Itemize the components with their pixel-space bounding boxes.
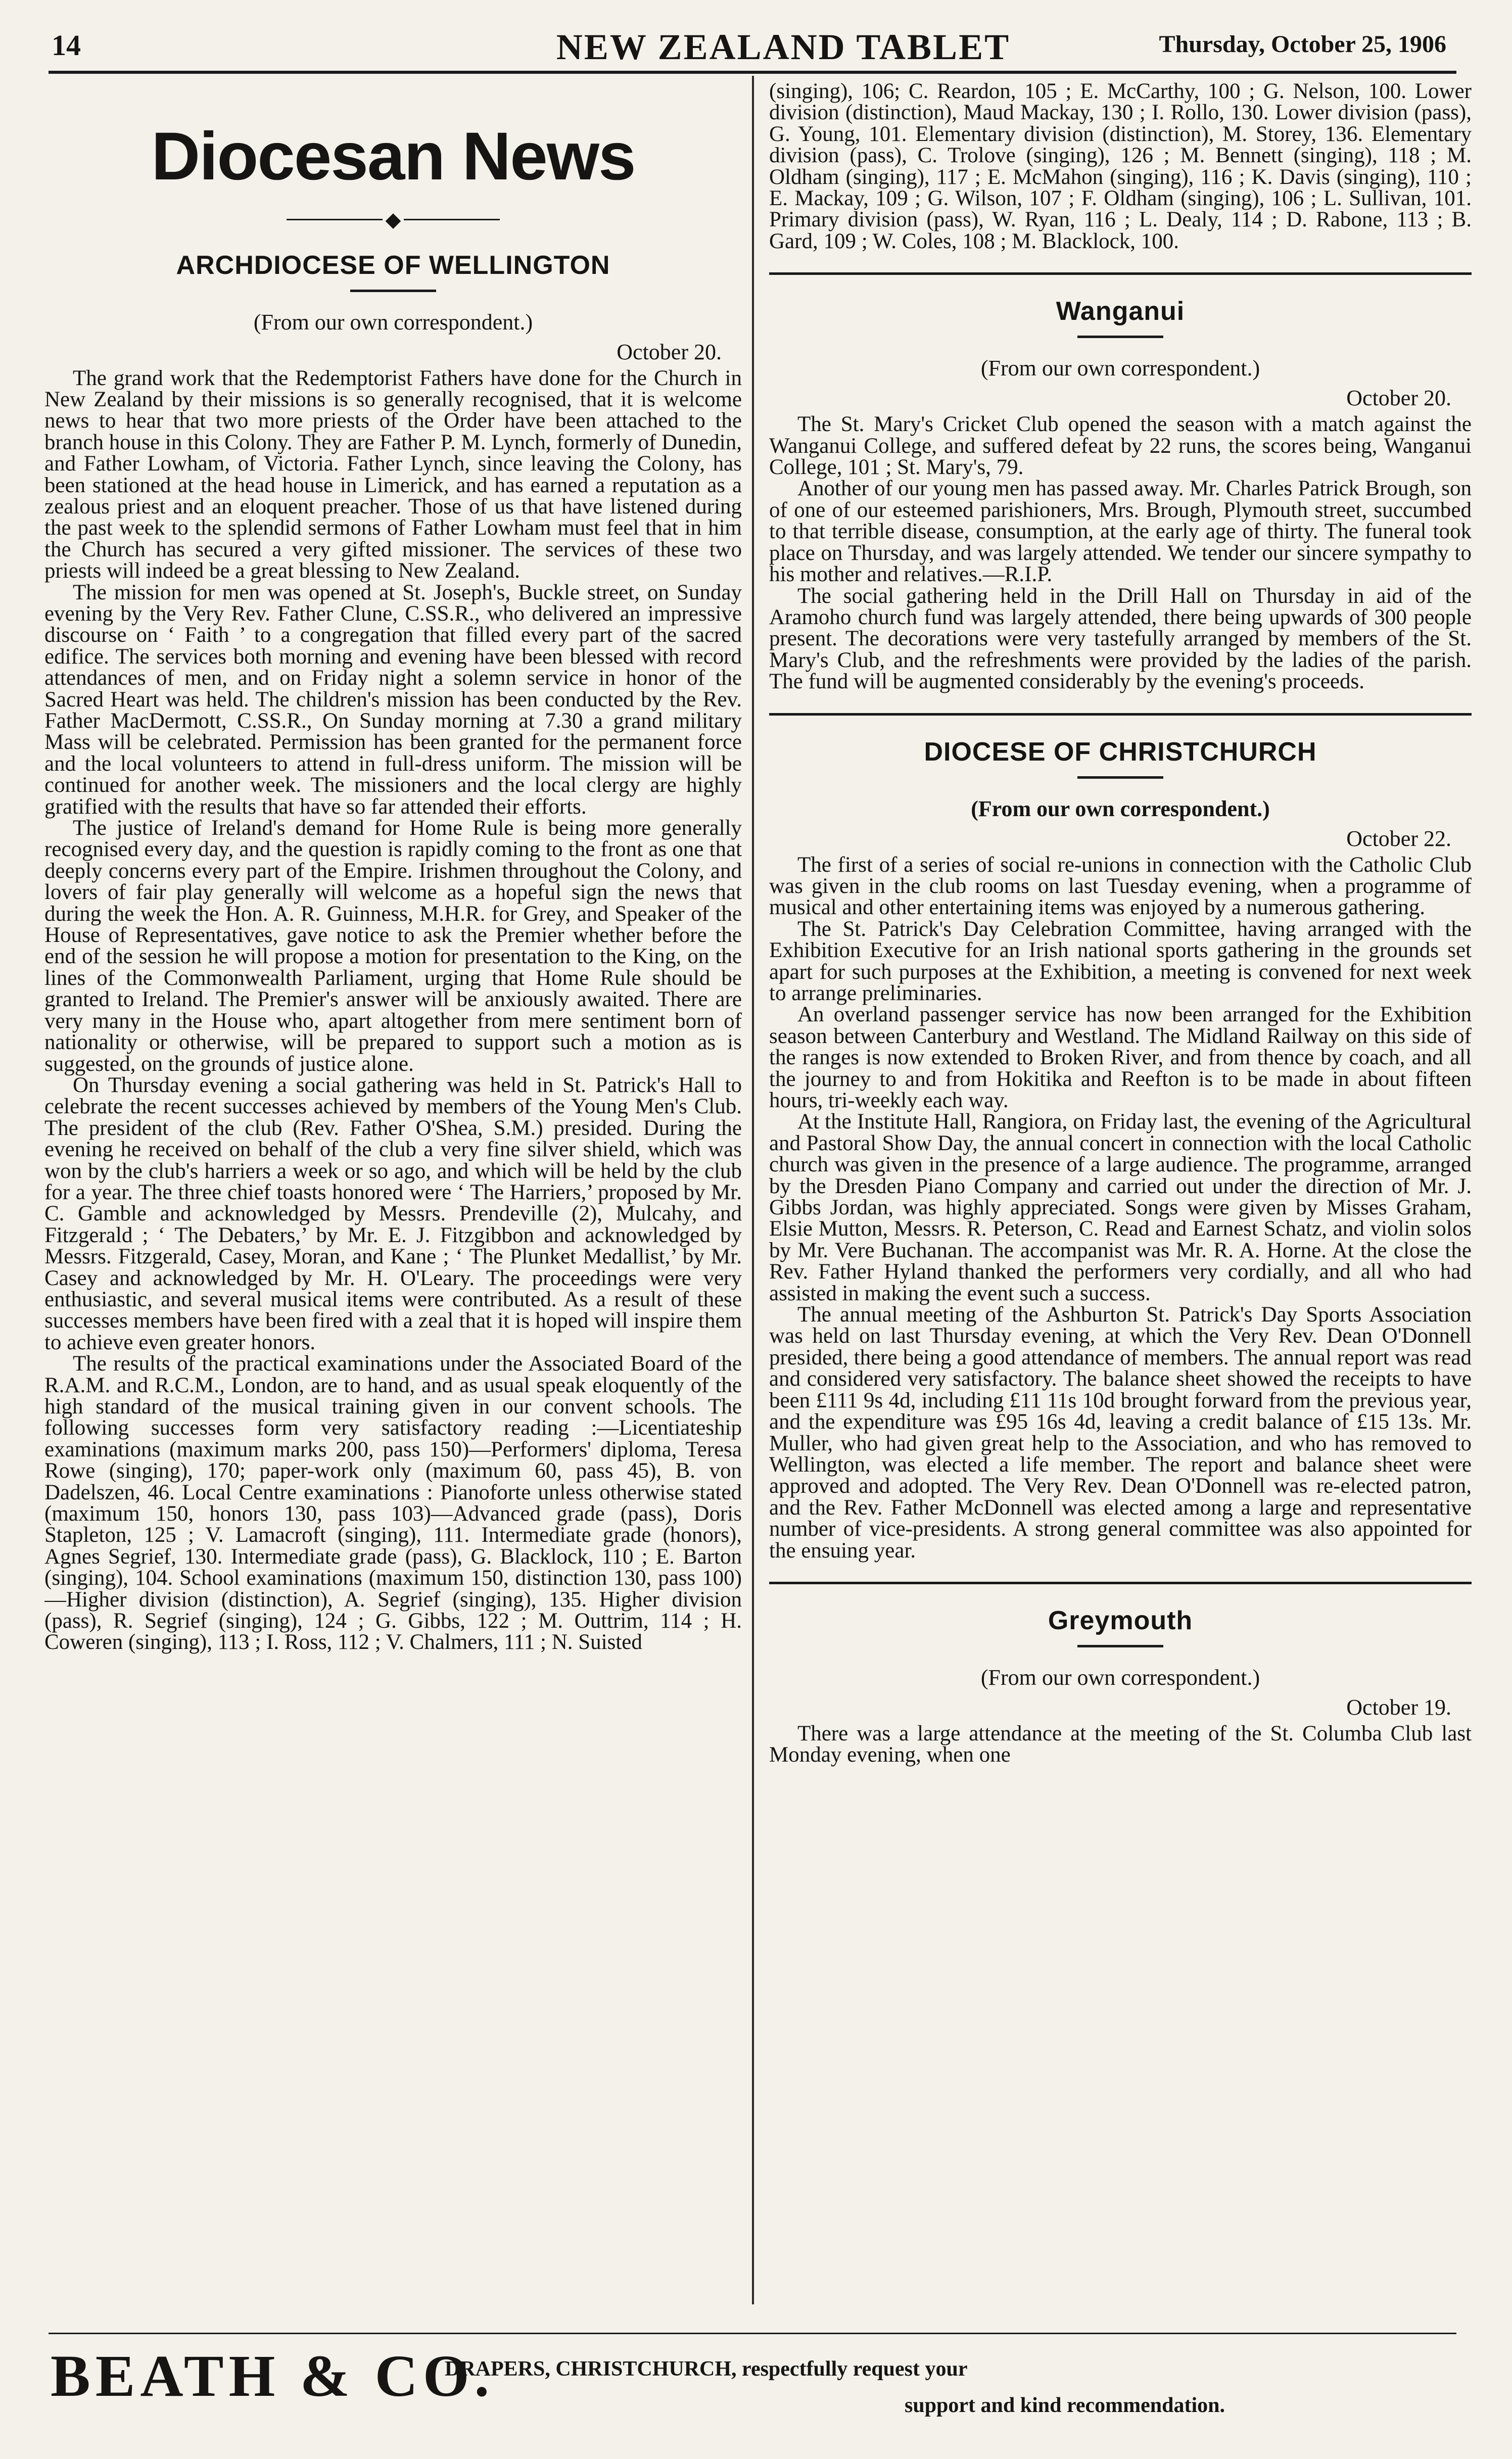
paragraph: There was a large attendance at the meeting of the St. Columba Club last Monday evening, when one (769, 1721, 1472, 1767)
article-continuation (769, 81, 1472, 252)
left-column (44, 81, 742, 2304)
article-body-christchurch (769, 855, 1472, 1562)
heading-ornament (44, 208, 742, 230)
correspondent-line: (From our own correspondent.) (980, 356, 1260, 381)
section-separator (769, 713, 1472, 716)
paragraph: The St. Patrick's Day Celebration Committee, having arranged with the Exhibition Executive for an Irish national sports gathering in the grounds set apart for such purposes at the Exhibition, a meeting is convened for next week to arrange preliminaries. (769, 917, 1472, 1005)
dateline: October 20. (617, 339, 722, 364)
advert-brand: BEATH & CO. (51, 2343, 495, 2409)
column-divider (752, 76, 754, 2304)
page-header (0, 0, 1512, 76)
correspondent-line: (From our own correspondent.) (971, 796, 1270, 821)
paragraph: The annual meeting of the Ashburton St. Patrick's Day Sports Association was held on last Thursday evening, at which the Very Rev. Dean O'Donnell presided, there being a good attendance of members. The annual report was read and considered very satisfactory. The balance sheet showed the receipts to have been £111 9s 4d, including £11 11s 10d brought forward from the previous year, and the expenditure was £95 16s 4d, leaving a credit balance of £15 13s. Mr. Muller, who had given great help to the Association, and who has removed to Wellington, was elected a life member. The report and balance sheet were approved and adopted. The Very Rev. Dean O'Donnell was re-elected patron, and the Rev. Father McDonnell was elected among a large and representative number of vice-presidents. A strong general committee was also appointed for the ensuing year. (769, 1303, 1472, 1563)
section-rule (1077, 1645, 1163, 1647)
article-body-wellington (44, 368, 742, 1653)
correspondent-line: (From our own correspondent.) (253, 309, 533, 335)
diamond-icon: ◆ (385, 208, 401, 231)
page-number: 14 (52, 29, 81, 62)
section-rule (1077, 336, 1163, 338)
paragraph: An overland passenger service has now been arranged for the Exhibition season between Canterbury and Westland. The Midland Railway on this side of the ranges is now extended to Broken River, and from thence by coach, and all the journey to and from Hokitika and Reefton is to be made in about fifteen hours, tri-weekly each way. (769, 1003, 1472, 1112)
section-title-christchurch: DIOCESE OF CHRISTCHURCH (924, 737, 1317, 767)
issue-date: Thursday, October 25, 1906 (1159, 31, 1446, 58)
footer-rule (49, 2333, 1456, 2334)
advert-line-1: DRAPERS, CHRISTCHURCH, respectfully request your (445, 2357, 968, 2381)
section-rule (350, 290, 436, 292)
section-title-greymouth: Greymouth (1048, 1605, 1193, 1635)
paragraph: The St. Mary's Cricket Club opened the season with a match against the Wanganui College, and suffered defeat by 22 runs, the scores being, Wanganui College, 101 ; St. Mary's, 79. (769, 412, 1472, 480)
correspondent-line: (From our own correspondent.) (980, 1665, 1260, 1690)
dateline: October 19. (1346, 1694, 1451, 1720)
article-body-greymouth (769, 1723, 1472, 1766)
dateline: October 22. (1346, 826, 1451, 851)
paragraph: The first of a series of social re-unions in connection with the Catholic Club was given in the club rooms on last Tuesday evening, when a programme of musical and other entertaining items was enjoyed by a numerous gathering. (769, 853, 1472, 920)
section-separator (769, 1582, 1472, 1584)
main-heading: Diocesan News (151, 119, 635, 194)
right-column (769, 81, 1472, 2304)
paragraph: The mission for men was opened at St. Joseph's, Buckle street, on Sunday evening by the Very Rev. Father Clune, C.SS.R., who delivered an impressive discourse on ‘ Faith ’ to a congregation that filled every part of the sacred edifice. The services both morning and evening have been blessed with record attendances of men, and on Friday night a solemn service in honor of the Sacred Heart was held. The children's mission has been conducted by the Rev. Father MacDermott, C.SS.R., On Sunday morning at 7.30 a grand military Mass will be celebrated. Permission has been granted for the permanent force and the local volunteers to attend in full-dress uniform. The mission will be continued for another week. The missioners and the local clergy are highly gratified with the results that have so far attended their efforts. (44, 580, 742, 819)
header-rule (49, 71, 1456, 74)
article-body-wanganui (769, 414, 1472, 692)
advert-line-2: support and kind recommendation. (905, 2394, 1225, 2417)
paragraph: On Thursday evening a social gathering was held in St. Patrick's Hall to celebrate the recent successes achieved by members of the Young Men's Club. The president of the club (Rev. Father O'Shea, S.M.) presided. During the evening he received on behalf of the club a very fine silver shield, which was won by the club's harriers a week or so ago, and which will be held by the club for a year. The three chief toasts honored were ‘ The Harriers,’ proposed by Mr. C. Gamble and acknowledged by Messrs. Prendeville (2), Mulcahy, and Fitzgerald ; ‘ The Debaters,’ by Mr. E. J. Fitzgibbon and acknowledged by Messrs. Fitzgerald, Casey, Moran, and Kane ; ‘ The Plunket Medallist,’ by Mr. Casey and acknowledged by Mr. H. O'Leary. The proceedings were very enthusiastic, and several musical items were contributed. As a result of these successes members have been fired with a zeal that it is hoped will inspire them to achieve even greater honors. (44, 1073, 742, 1354)
section-separator (769, 272, 1472, 275)
paragraph: At the Institute Hall, Rangiora, on Friday last, the evening of the Agricultural and Pastoral Show Day, the annual concert in connection with the local Catholic church was given in the presence of a large audience. The programme, arranged by the Dresden Piano Company and carried out under the direction of Mr. J. Gibbs Jordan, was highly appreciated. Songs were given by Misses Graham, Elsie Mutton, Messrs. R. Peterson, C. Read and Earnest Schatz, and violin solos by Mr. Vere Buchanan. The accompanist was Mr. R. A. Horne. At the close the Rev. Father Hyland thanked the performers very cordially, and all who had assisted in making the event such a success. (769, 1110, 1472, 1305)
paragraph: The results of the practical examinations under the Associated Board of the R.A.M. and R.C.M., London, are to hand, and as usual speak eloquently of the high standard of the musical training given in our convent schools. The following successes form very satisfactory reading :—Licentiateship examinations (maximum marks 200, pass 150)—Performers' diploma, Teresa Rowe (singing), 170; paper-work only (maximum 60, pass 45), B. von Dadelszen, 46. Local Centre examinations : Pianoforte unless otherwise stated (maximum 150, honors 130, pass 103)—Advanced grade (pass), Doris Stapleton, 125 ; V. Lamacroft (singing), 111. Intermediate grade (honors), Agnes Segrief, 130. Intermediate grade (pass), G. Blacklock, 110 ; E. Barton (singing), 104. School examinations (maximum 150, distinction 130, pass 100)—Higher division (distinction), A. Segrief (singing), 135. Higher division (pass), R. Segrief (singing), 124 ; G. Gibbs, 122 ; M. Outtrim, 114 ; H. Coweren (singing), 113 ; I. Ross, 112 ; V. Chalmers, 111 ; N. Suisted (44, 1352, 742, 1654)
paragraph: The justice of Ireland's demand for Home Rule is being more generally recognised every day, and the question is rapidly coming to the front as one that deeply concerns every part of the Empire. Irishmen throughout the Colony, and lovers of fair play generally will welcome as a hopeful sign the news that during the week the Hon. A. R. Guinness, M.H.R. for Grey, and Speaker of the House of Representatives, gave notice to ask the Premier whether before the end of the session he will propose a motion for presentation to the King, on the lines of the Commonwealth Parliament, urging that Home Rule should be granted to Ireland. The Premier's answer will be anxiously awaited. There are very many in the House who, apart altogether from mere sentiment born of nationality or otherwise, will be prepared to support such a motion as is suggested, on the grounds of justice alone. (44, 816, 742, 1076)
footer-advertisement (0, 2304, 1512, 2459)
dateline: October 20. (1346, 386, 1451, 411)
paragraph: (singing), 106; C. Reardon, 105 ; E. McCarthy, 100 ; G. Nelson, 100. Lower division (distinction), Maud Mackay, 130 ; I. Rollo, 130. Lower division (pass), G. Young, 101. Elementary division (distinction), M. Storey, 136. Elementary division (pass), C. Trolove (singing), 126 ; M. Bennett (singing), 118 ; M. Oldham (singing), 117 ; E. McMahon (singing), 116 ; K. Davis (singing), 110 ; E. Mackay, 109 ; G. Wilson, 107 ; F. Oldham (singing), 106 ; L. Sullivan, 101. Primary division (pass), W. Ryan, 116 ; L. Dealy, 114 ; D. Rabone, 113 ; B. Gard, 109 ; W. Coles, 108 ; M. Blacklock, 100. (769, 81, 1472, 253)
paragraph: The social gathering held in the Drill Hall on Thursday in aid of the Aramoho church fund was largely attended, there being upwards of 300 people present. The decorations were very tastefully arranged by members of the St. Mary's Club, and the refreshments were provided by the ladies of the parish. The fund will be augmented considerably by the evening's proceeds. (769, 584, 1472, 694)
masthead-title: NEW ZEALAND TABLET (556, 27, 1011, 67)
section-rule (1077, 776, 1163, 779)
section-title-wanganui: Wanganui (1056, 297, 1185, 326)
paragraph: Another of our young men has passed away. Mr. Charles Patrick Brough, son of one of our esteemed parishioners, Mrs. Brough, Plymouth street, succumbed to that terrible disease, consumption, at the early age of thirty. The funeral took place on Thursday, and was largely attended. We tender our sincere sympathy to his mother and relatives.—R.I.P. (769, 477, 1472, 587)
paragraph: The grand work that the Redemptorist Fathers have done for the Church in New Zealand by their missions is so generally recognised, that it is welcome news to hear that two more priests of the Order have been attached to the branch house in this Colony. They are Father P. M. Lynch, formerly of Dunedin, and Father Lowham, of Victoria. Father Lynch, since leaving the Colony, has been stationed at the head house in Limerick, and has earned a reputation as a zealous priest and an eloquent preacher. Those of us that have listened during the past week to the splendid sermons of Father Lowham must feel that in him the Church has secured a very gifted missioner. The services of these two priests will indeed be a great blessing to New Zealand. (44, 366, 742, 583)
section-title-wellington: ARCHDIOCESE OF WELLINGTON (176, 250, 610, 280)
